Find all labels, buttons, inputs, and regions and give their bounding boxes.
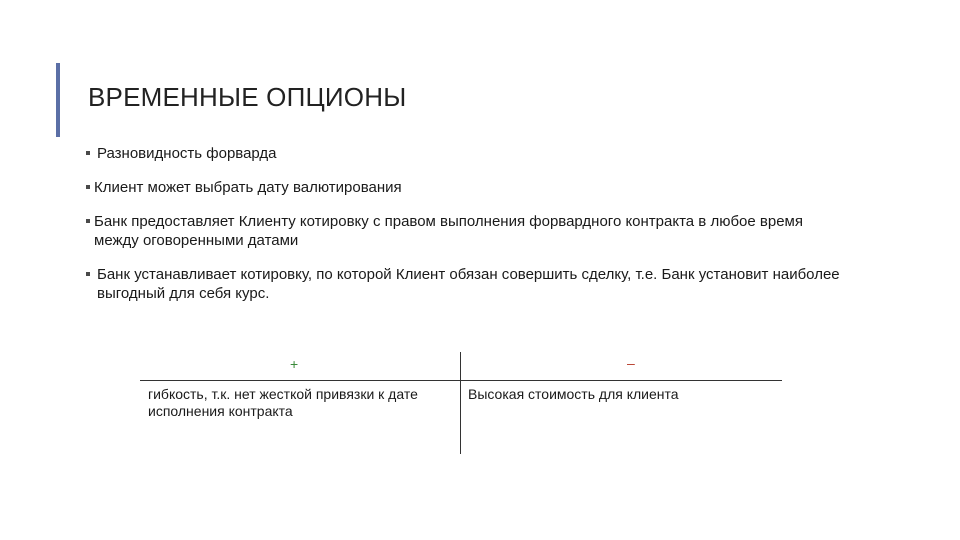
bullet-marker-icon (86, 185, 90, 189)
bullet-text: Банк устанавливает котировку, по которой Клиент обязан совершить сделку, т.е. Банк установит наиболее выгодный для себя курс. (97, 266, 840, 302)
bullet-item (86, 144, 846, 163)
bullet-item (86, 178, 846, 197)
bullet-text: Клиент может выбрать дату валютирования (94, 179, 402, 196)
plus-header: + (290, 356, 299, 372)
bullet-marker-icon (86, 219, 90, 223)
table-column-divider (460, 352, 461, 454)
bullet-text: Разновидность форварда (97, 145, 277, 162)
bullet-marker-icon (86, 151, 90, 155)
pros-cons-table (140, 352, 782, 454)
bullet-item (86, 265, 846, 303)
bullet-list (86, 144, 846, 316)
table-header-divider (140, 380, 782, 381)
con-cell: Высокая стоимость для клиента (468, 386, 679, 402)
bullet-text: Банк предоставляет Клиенту котировку с правом выполнения форвардного контракта в любое время между оговоренными датами (94, 213, 803, 249)
slide-title: ВРЕМЕННЫЕ ОПЦИОНЫ (88, 82, 407, 112)
pro-cell: гибкость, т.к. нет жесткой привязки к дате исполнения контракта (148, 386, 418, 419)
table-header-row (140, 352, 782, 380)
minus-header: – (627, 355, 635, 371)
bullet-item (86, 212, 846, 250)
title-accent-bar (56, 63, 60, 137)
bullet-marker-icon (86, 272, 90, 276)
